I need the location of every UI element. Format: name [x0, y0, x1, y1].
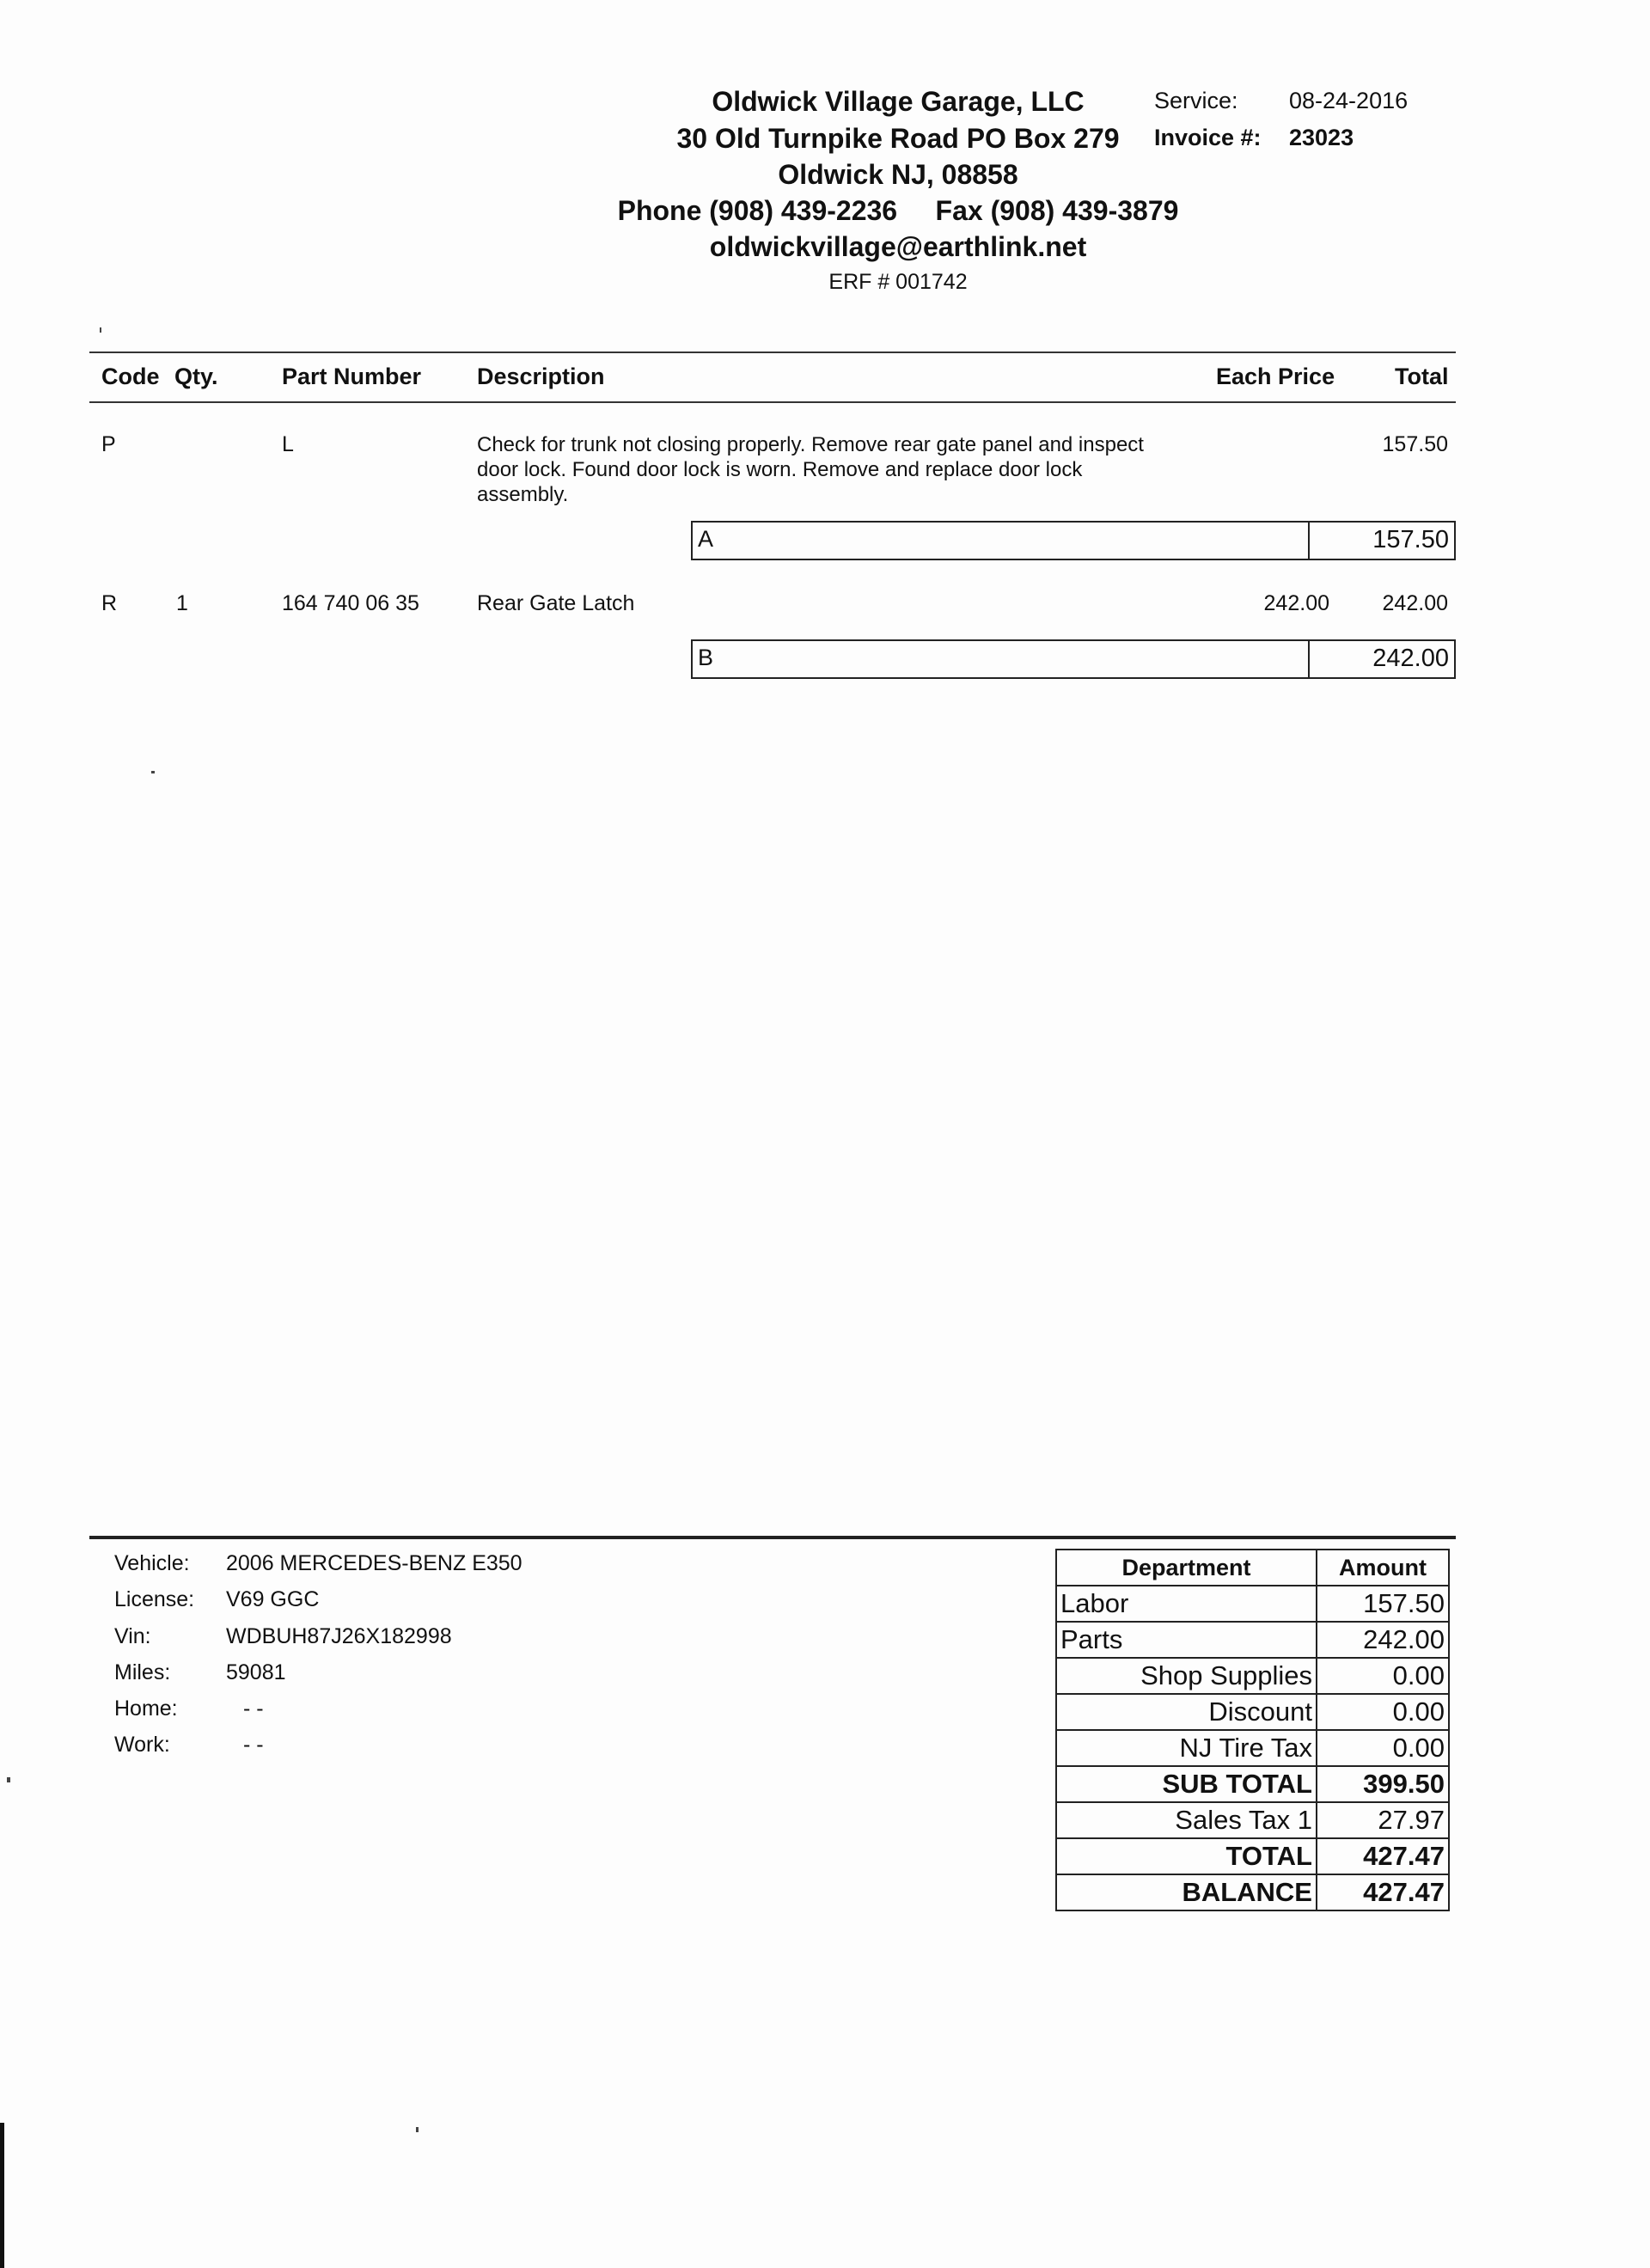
totals-amount: 427.47 — [1317, 1874, 1449, 1910]
subtotal-divider — [1308, 523, 1310, 559]
scan-speck — [7, 1777, 10, 1782]
shop-city: Oldwick NJ, 08858 — [778, 159, 1018, 190]
vin-label: Vin: — [114, 1624, 151, 1648]
totals-label: Parts — [1056, 1622, 1317, 1658]
department-header: Department — [1056, 1550, 1317, 1586]
totals-row — [1056, 1586, 1449, 1622]
shop-fax: Fax (908) 439-3879 — [935, 195, 1179, 226]
totals-table — [1055, 1549, 1450, 1911]
service-date: 08-24-2016 — [1289, 88, 1409, 113]
col-code: Code — [101, 364, 160, 389]
totals-row — [1056, 1694, 1449, 1730]
scan-edge — [0, 2123, 4, 2268]
totals-label: Shop Supplies — [1056, 1658, 1317, 1694]
vehicle-value: 2006 MERCEDES-BENZ E350 — [226, 1551, 522, 1575]
home-label: Home: — [114, 1696, 178, 1721]
miles-value: 59081 — [226, 1660, 286, 1684]
totals-amount: 157.50 — [1317, 1586, 1449, 1622]
scan-speck — [151, 771, 155, 773]
line-description: Check for trunk not closing properly. Remove rear gate panel and inspect door lock. Found door lock is worn. Remove and replace door lock assembly. — [477, 433, 1144, 506]
header-rule-top — [89, 352, 1456, 353]
totals-label: BALANCE — [1056, 1874, 1317, 1910]
shop-address: 30 Old Turnpike Road PO Box 279 — [676, 123, 1120, 154]
totals-row-subtotal — [1056, 1766, 1449, 1802]
col-total: Total — [1395, 364, 1449, 389]
service-label: Service: — [1154, 88, 1238, 113]
home-value: - - — [243, 1696, 264, 1721]
shop-phone-fax — [511, 195, 1285, 227]
line-total: 242.00 — [1382, 591, 1448, 615]
shop-name: Oldwick Village Garage, LLC — [712, 86, 1085, 117]
totals-header-row — [1056, 1550, 1449, 1586]
col-qty: Qty. — [174, 364, 218, 389]
totals-label: Discount — [1056, 1694, 1317, 1730]
totals-label: Sales Tax 1 — [1056, 1802, 1317, 1838]
totals-label: SUB TOTAL — [1056, 1766, 1317, 1802]
line-description: Rear Gate Latch — [477, 591, 635, 615]
miles-label: Miles: — [114, 1660, 171, 1684]
totals-row — [1056, 1802, 1449, 1838]
totals-amount: 399.50 — [1317, 1766, 1449, 1802]
subtotal-divider — [1308, 641, 1310, 677]
invoice-number: 23023 — [1289, 125, 1354, 150]
erf-number: ERF # 001742 — [828, 270, 968, 294]
totals-row — [1056, 1730, 1449, 1766]
totals-row — [1056, 1658, 1449, 1694]
col-part-number: Part Number — [282, 364, 422, 389]
line-each-price: 242.00 — [1263, 591, 1329, 615]
totals-row-total — [1056, 1838, 1449, 1874]
subtotal-letter: A — [698, 526, 714, 552]
totals-row — [1056, 1622, 1449, 1658]
amount-header: Amount — [1317, 1550, 1449, 1586]
subtotal-box-a — [691, 521, 1456, 560]
totals-amount: 0.00 — [1317, 1658, 1449, 1694]
scan-speck — [100, 327, 101, 333]
license-value: V69 GGC — [226, 1587, 320, 1611]
invoice-label: Invoice #: — [1154, 125, 1262, 150]
work-label: Work: — [114, 1733, 170, 1757]
vehicle-label: Vehicle: — [114, 1551, 190, 1575]
subtotal-amount: 242.00 — [1372, 645, 1449, 672]
footer-rule — [89, 1536, 1456, 1539]
line-part-number: L — [282, 432, 294, 456]
col-description: Description — [477, 364, 605, 389]
subtotal-amount: 157.50 — [1372, 526, 1449, 553]
totals-amount: 427.47 — [1317, 1838, 1449, 1874]
line-qty: 1 — [176, 591, 188, 615]
shop-email: oldwickvillage@earthlink.net — [709, 231, 1087, 262]
totals-label: TOTAL — [1056, 1838, 1317, 1874]
totals-row-balance — [1056, 1874, 1449, 1910]
totals-label: Labor — [1056, 1586, 1317, 1622]
license-label: License: — [114, 1587, 195, 1611]
line-code: P — [101, 432, 116, 456]
shop-phone: Phone (908) 439-2236 — [617, 195, 898, 226]
line-code: R — [101, 591, 118, 615]
scan-speck — [416, 2127, 419, 2132]
totals-amount: 242.00 — [1317, 1622, 1449, 1658]
subtotal-letter: B — [698, 645, 714, 670]
totals-amount: 0.00 — [1317, 1730, 1449, 1766]
header-rule-bottom — [89, 401, 1456, 403]
line-total: 157.50 — [1382, 432, 1448, 456]
subtotal-box-b — [691, 639, 1456, 679]
totals-label: NJ Tire Tax — [1056, 1730, 1317, 1766]
totals-amount: 0.00 — [1317, 1694, 1449, 1730]
totals-amount: 27.97 — [1317, 1802, 1449, 1838]
line-part-number: 164 740 06 35 — [282, 591, 419, 615]
work-value: - - — [243, 1733, 264, 1757]
col-each-price: Each Price — [1216, 364, 1335, 389]
vin-value: WDBUH87J26X182998 — [226, 1624, 452, 1648]
